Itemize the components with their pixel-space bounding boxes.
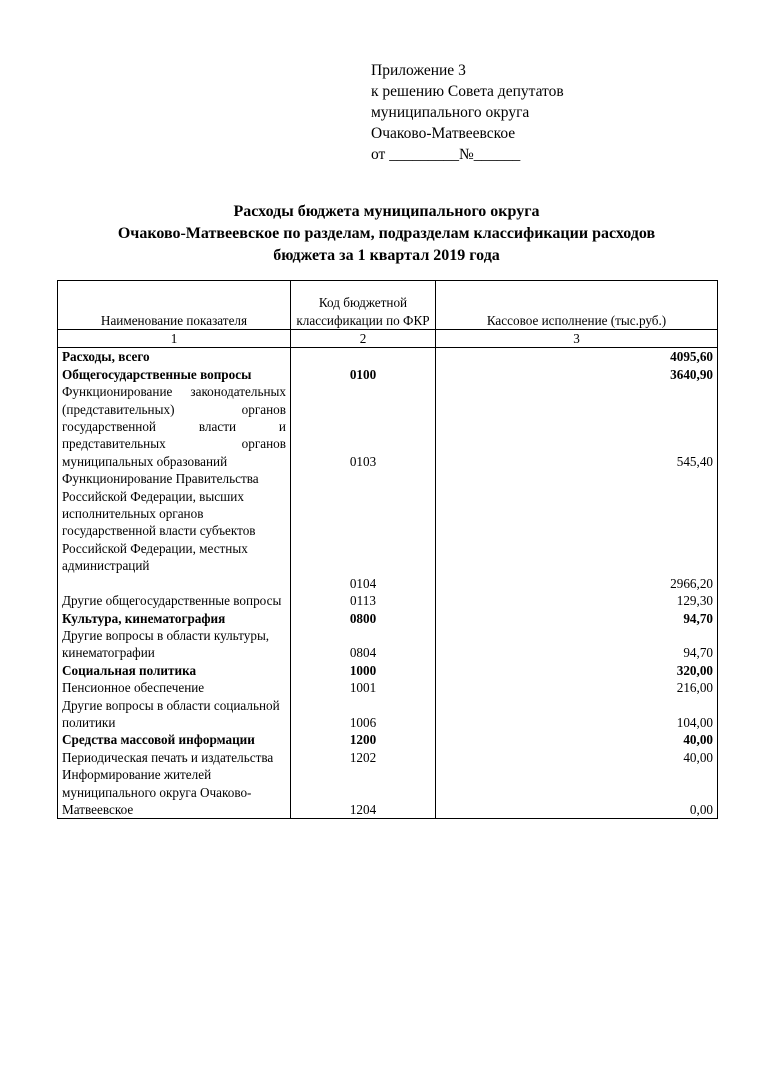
table-row xyxy=(58,749,718,766)
row-code-cell: 1200 xyxy=(291,731,436,748)
row-code-cell xyxy=(291,470,436,574)
column-number: 2 xyxy=(291,330,436,348)
row-name-cell: Пенсионное обеспечение xyxy=(58,679,291,696)
table-row xyxy=(58,383,718,470)
header-name: Наименование показателя xyxy=(58,281,291,330)
column-number: 3 xyxy=(436,330,718,348)
table-body xyxy=(58,348,718,819)
row-name-cell: Периодическая печать и издательства xyxy=(58,749,291,766)
row-amount-cell: 2966,20 xyxy=(436,575,718,592)
title-line: Расходы бюджета муниципального округа xyxy=(233,203,540,220)
row-amount-cell: 320,00 xyxy=(436,662,718,679)
row-amount-cell: 129,30 xyxy=(436,592,718,609)
row-code-cell: 1202 xyxy=(291,749,436,766)
row-amount-cell: 0,00 xyxy=(436,766,718,819)
row-amount-cell: 545,40 xyxy=(436,383,718,470)
table-row xyxy=(58,470,718,574)
row-name-cell: Общегосударственные вопросы xyxy=(58,366,291,383)
title-line: Очаково-Матвеевское по разделам, подразделам классификации расходов xyxy=(117,225,656,242)
row-amount-cell: 216,00 xyxy=(436,679,718,696)
appendix-line: муниципального округа xyxy=(371,104,530,121)
row-amount-cell: 40,00 xyxy=(436,731,718,748)
table-row xyxy=(58,679,718,696)
table-row xyxy=(58,697,718,732)
appendix-line: к решению Совета депутатов xyxy=(371,83,564,100)
row-name-cell: Функционирование Правительства Российской Федерации, высших исполнительных органов государственной власти субъектов Российской Федерации, местных администраций xyxy=(58,470,291,574)
row-name-cell: Другие вопросы в области культуры, кинематографии xyxy=(58,627,291,662)
row-name-cell: Культура, кинематография xyxy=(58,610,291,627)
table-row xyxy=(58,627,718,662)
table-row xyxy=(58,348,718,366)
row-code-cell: 1001 xyxy=(291,679,436,696)
table-row xyxy=(58,766,718,819)
table-header-row xyxy=(58,281,718,330)
table-row xyxy=(58,575,718,592)
row-amount-cell xyxy=(436,470,718,574)
row-amount-cell: 3640,90 xyxy=(436,366,718,383)
row-code-cell: 0804 xyxy=(291,627,436,662)
row-code-cell: 0103 xyxy=(291,383,436,470)
column-number: 1 xyxy=(58,330,291,348)
row-name-cell: Другие вопросы в области социальной политики xyxy=(58,697,291,732)
row-code-cell xyxy=(291,348,436,366)
table-row xyxy=(58,592,718,609)
title-line: бюджета за 1 квартал 2019 года xyxy=(273,247,500,264)
document-title xyxy=(40,201,733,267)
table-row xyxy=(58,366,718,383)
row-name-cell xyxy=(58,575,291,592)
row-name-cell: Средства массовой информации xyxy=(58,731,291,748)
row-name-cell: Социальная политика xyxy=(58,662,291,679)
row-amount-cell: 104,00 xyxy=(436,697,718,732)
row-code-cell: 1000 xyxy=(291,662,436,679)
row-name-cell: Информирование жителей муниципального округа Очаково-Матвеевское xyxy=(58,766,291,819)
appendix-line: Приложение 3 xyxy=(371,62,466,79)
header-amount: Кассовое исполнение (тыс.руб.) xyxy=(436,281,718,330)
row-amount-cell: 4095,60 xyxy=(436,348,718,366)
row-code-cell: 0100 xyxy=(291,366,436,383)
table-row xyxy=(58,731,718,748)
row-amount-cell: 94,70 xyxy=(436,610,718,627)
appendix-line: Очаково-Матвеевское xyxy=(371,125,516,142)
row-code-cell: 0113 xyxy=(291,592,436,609)
row-code-cell: 1204 xyxy=(291,766,436,819)
column-number-row xyxy=(58,330,718,348)
budget-table xyxy=(57,280,718,819)
row-code-cell: 1006 xyxy=(291,697,436,732)
row-code-cell: 0800 xyxy=(291,610,436,627)
table-row xyxy=(58,662,718,679)
row-amount-cell: 40,00 xyxy=(436,749,718,766)
header-code: Код бюджетной классификации по ФКР xyxy=(291,281,436,330)
row-amount-cell: 94,70 xyxy=(436,627,718,662)
table-row xyxy=(58,610,718,627)
row-name-cell: Другие общегосударственные вопросы xyxy=(58,592,291,609)
row-name-cell: Расходы, всего xyxy=(58,348,291,366)
row-code-cell: 0104 xyxy=(291,575,436,592)
appendix-line: от _________№______ xyxy=(371,146,521,163)
row-name-cell: Функционирование законодательных (представительных) органов государственной власти и представительных органов муниципальных образований xyxy=(58,383,291,470)
appendix-block xyxy=(371,60,564,165)
